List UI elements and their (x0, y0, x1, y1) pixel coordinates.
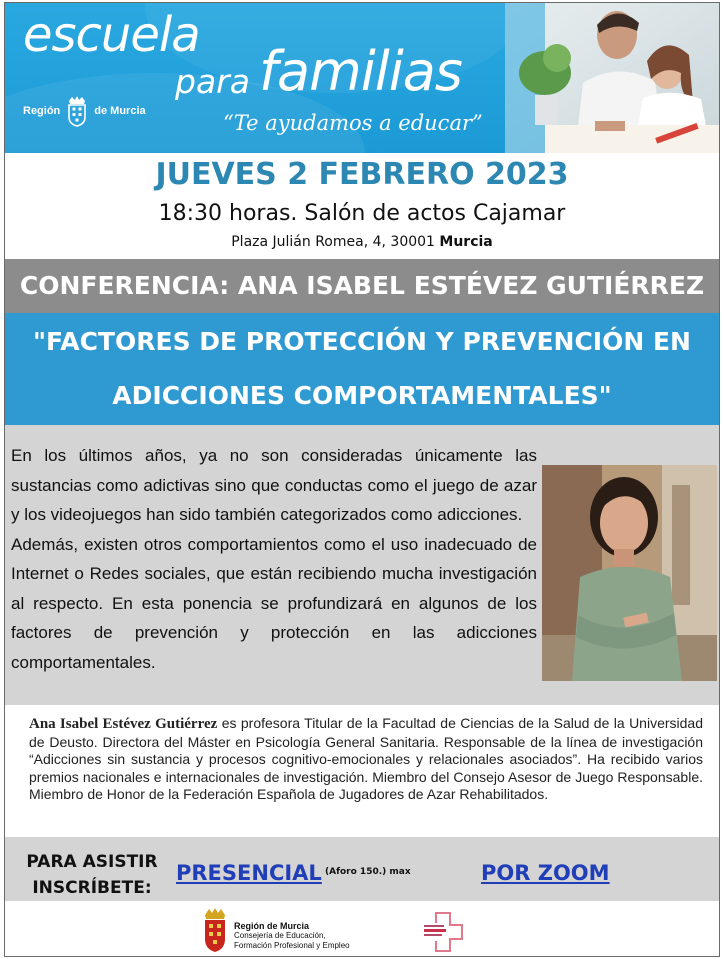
footer-title: Región de Murcia (234, 921, 310, 931)
address-street: Plaza Julián Romea, 4, 30001 (231, 234, 435, 250)
registration-label (17, 849, 167, 901)
description-text (11, 441, 537, 677)
family-photo (505, 3, 719, 153)
speaker-bio (29, 715, 703, 804)
event-time-place: 18:30 horas. Salón de actos Cajamar (158, 201, 566, 226)
banner-title-familias: familias (259, 40, 462, 103)
region-logo-right: de Murcia (94, 105, 146, 117)
description-paragraph: Además, existen otros comportamientos como el uso inadecuado de Internet o Redes sociales, que están recibiendo mucha investigación al respecto. En esta ponencia se profundizará en algunos de los factores de prevención y protección en las adicciones comportamentales. (11, 534, 537, 672)
speaker-portrait (542, 465, 717, 681)
aforo-note: (Aforo 150.) max (325, 867, 411, 877)
region-logo-left: Región (23, 105, 61, 117)
presencial-link[interactable]: PRESENCIAL (176, 861, 322, 885)
banner-title-para: para (175, 62, 250, 101)
zoom-link[interactable]: POR ZOOM (481, 861, 610, 885)
header-banner (5, 3, 719, 153)
conference-heading: CONFERENCIA: ANA ISABEL ESTÉVEZ GUTIÉRREZ (5, 259, 719, 313)
flyer (4, 2, 720, 957)
banner-slogan: “Te ayudamos a educar” (223, 111, 483, 135)
bio-text: es profesora Titular de la Facultad de Ciencias de la Salud de la Universidad de Deusto. Directora del Máster en Psicología General Sanitaria. Responsable de la línea de investigación “Adicciones sin sustancia y procesos cognitivo-emocionales y relacionales asociados”. Ha recibido varios premios nacionales e internacionales de investigación. Miembro del Consejo Asesor de Juego Responsable. Miembro de Honor de la Federación Española de Jugadores de Azar Rehabilitados. (29, 715, 703, 803)
speaker-name: Ana Isabel Estévez Gutiérrez (29, 716, 218, 732)
banner-title-escuela: escuela (23, 7, 200, 63)
conference-topic (5, 313, 719, 425)
event-date: JUEVES 2 FEBRERO 2023 (155, 157, 569, 192)
topic-line-2: ADICCIONES COMPORTAMENTALES" (112, 381, 612, 410)
registration-panel (5, 837, 719, 901)
footer-line: Consejería de Educación, (234, 931, 326, 940)
registration-label-line: INSCRÍBETE: (32, 878, 152, 898)
event-address (5, 231, 719, 253)
region-crest-icon (202, 907, 228, 953)
registration-label-line: PARA ASISTIR (26, 852, 158, 872)
topic-line-1: "FACTORES DE PROTECCIÓN Y PREVENCIÓN EN (33, 327, 691, 356)
description-panel (5, 425, 719, 705)
region-de-murcia-logo (23, 95, 146, 127)
address-city: Murcia (439, 234, 493, 250)
description-paragraph: En los últimos años, ya no son consideradas únicamente las sustancias como adictivas sino que conductas como el juego de azar y los videojuegos han sido también categorizados como adicciones. (11, 446, 537, 524)
programa-argos-logo (418, 909, 468, 955)
footer-line: Formación Profesional y Empleo (234, 941, 350, 950)
coat-of-arms-icon (66, 95, 88, 127)
footer-consejeria (234, 921, 350, 951)
